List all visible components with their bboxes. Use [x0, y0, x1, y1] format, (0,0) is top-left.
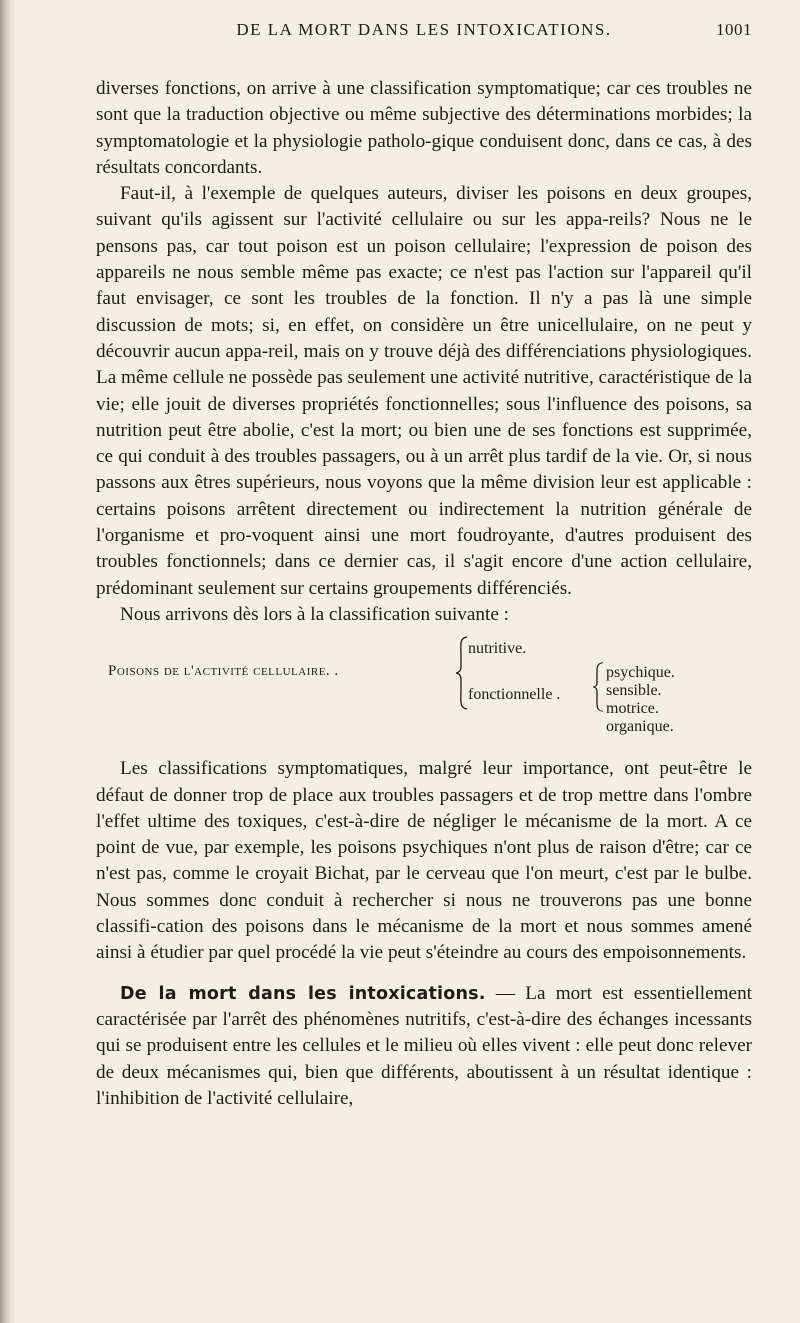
paragraph-4: Les classifications symptomatiques, malgré leur importance, ont peut-être le défaut de donner trop de place aux troubles passagers et de trop mettre dans l'ombre l'effet ultime des toxiques, c'est-à-dire de négliger le mécanisme de la mort. A ce point de vue, par exemple, les poisons psychiques n'ont plus de raison d'être; car ce n'est pas, comme le croyait Bichat, par le cerveau que l'on meurt, c'est par le bulbe. Nous sommes donc conduit à rechercher si nous ne trouverons pas une bonne classifi-cation des poisons dans le mécanisme de la mort et nous sommes amené ainsi à étudier par quel procédé la vie peut s'éteindre au cours des empoisonnements.: [96, 758, 752, 964]
classification-label: Poisons de l'activité cellulaire. .: [108, 663, 339, 680]
subtype-psychique: psychique.: [606, 664, 675, 682]
page-number: 1001: [716, 20, 752, 39]
book-page: [96, 20, 752, 1112]
classification-table: [96, 638, 752, 736]
classification-fonctionnelle: fonctionnelle .: [468, 686, 561, 704]
paragraph-5-body: — La mort est essentiellement caractérisée par l'arrêt des phénomènes nutritifs, c'est-à-dire des échanges incessants qui se produisent entre les cellules et le milieu où elles vivent : elle peut donc relever de deux mécanismes qui, bien que différents, aboutissent à un résultat identique : l'inhibition de l'activité cellulaire,: [96, 982, 752, 1109]
running-head: [96, 20, 752, 50]
left-brace-icon: [455, 636, 469, 710]
section-title: De la mort dans les intoxications.: [120, 983, 486, 1004]
paragraph-2: Faut-il, à l'exemple de quelques auteurs, diviser les poisons en deux groupes, suivant qu'ils agissent sur l'activité cellulaire ou sur les appa-reils? Nous ne le pensons pas, car tout poison est un poison cellulaire; l'expression de poison des appareils ne nous semble même pas exacte; ce n'est pas l'action sur l'appareil qu'il faut envisager, ce sont les troubles de la fonction. Il n'y a pas là une simple discussion de mots; si, en effet, on considère un être unicellulaire, on ne peut y découvrir aucun appa-reil, mais on y trouve déjà des différenciations physiologiques. La même cellule ne possède pas seulement une activité nutritive, caractéristique de la vie; elle jouit de diverses propriétés fonctionnelles; sous l'influence des poisons, sa nutrition peut être abolie, c'est la mort; ou bien une de ses fonctions est supprimée, ce qui conduit à des troubles passagers, ou à un arrêt plus tardif de la vie. Or, si nous passons aux êtres supérieurs, nous voyons que la même division leur est applicable : certains poisons arrêtent directement ou indirectement la nutrition générale de l'organisme et pro-voquent ainsi une mort foudroyante, d'autres produisent des troubles fonctionnels; dans ce dernier cas, il s'agit encore d'une action cellulaire, prédominant seulement sur certains groupements différenciés.: [96, 183, 752, 599]
classification-nutritive: nutritive.: [468, 640, 527, 658]
paragraph-1: diverses fonctions, on arrive à une classification symptomatique; car ces troubles ne sont que la traduction objective ou même subjective des déterminations morbides; la symptomatologie et la physiologie patholo-gique conduisent donc, dans ce cas, à des résultats concordants.: [96, 78, 752, 178]
paragraph-3: Nous arrivons dès lors à la classification suivante :: [120, 603, 509, 625]
right-brace-icon: [592, 662, 604, 712]
subtype-sensible: sensible.: [606, 682, 662, 700]
subtype-motrice: motrice.: [606, 700, 659, 718]
book-binding-shadow: [0, 0, 16, 1323]
subtype-organique: organique.: [606, 718, 674, 736]
paragraph-5: [96, 981, 752, 1112]
running-head-title: DE LA MORT DANS LES INTOXICATIONS.: [236, 20, 612, 39]
